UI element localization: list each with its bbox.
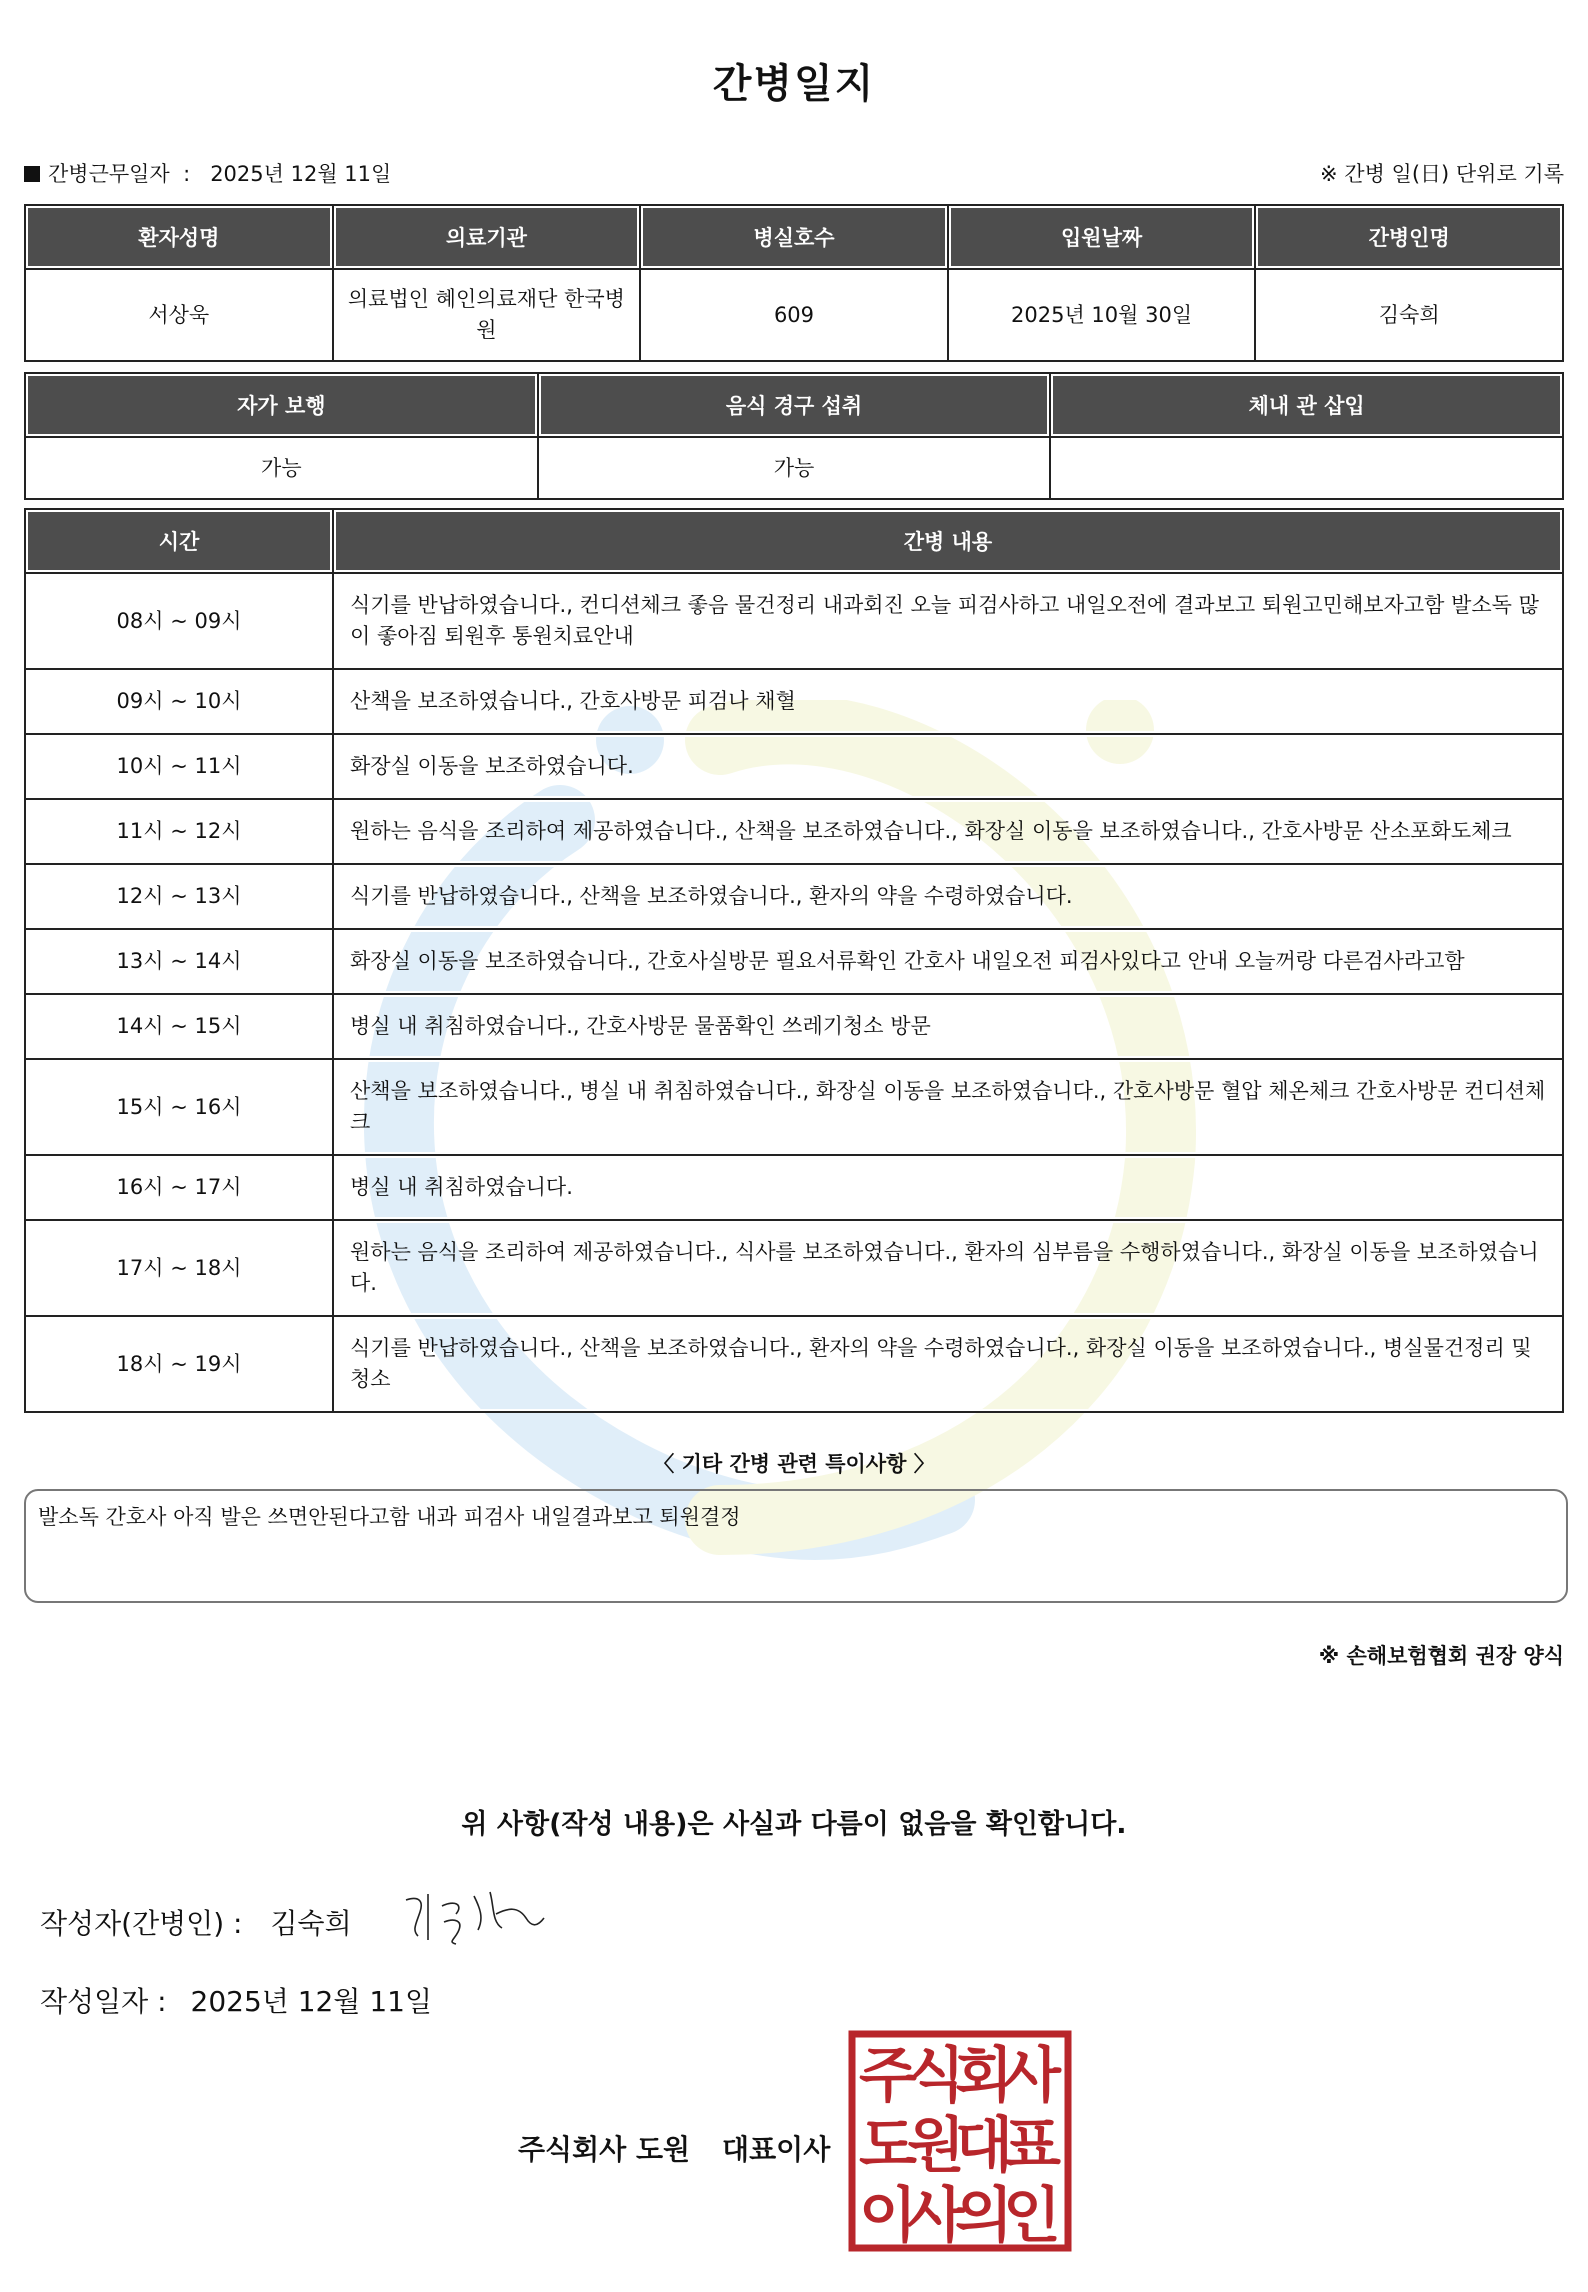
writer-name: 김숙희 <box>270 1907 352 1940</box>
svg-text:의: 의 <box>955 2181 1013 2251</box>
header-caregiver-name: 간병인명 <box>1255 205 1563 269</box>
company-seal <box>848 2030 1072 2252</box>
row-time: 12시 ~ 13시 <box>25 864 333 929</box>
svg-text:주: 주 <box>859 2041 917 2111</box>
handwritten-signature <box>398 1878 548 1958</box>
row-time: 14시 ~ 15시 <box>25 994 333 1059</box>
work-date-label: 간병근무일자 <box>48 162 170 186</box>
notes-title: 〈 기타 간병 관련 특이사항 〉 <box>653 1452 935 1476</box>
room-number: 609 <box>640 269 948 361</box>
row-time: 13시 ~ 14시 <box>25 929 333 994</box>
table-row <box>25 573 1563 669</box>
row-time: 18시 ~ 19시 <box>25 1316 333 1412</box>
svg-text:이: 이 <box>859 2181 917 2251</box>
row-content: 원하는 음식을 조리하여 제공하였습니다., 식사를 보조하였습니다., 환자의 심부름을 수행하였습니다., 화장실 이동을 보조하였습니다. <box>333 1220 1563 1316</box>
header-oral-intake: 음식 경구 섭취 <box>538 373 1051 437</box>
table-row <box>25 994 1563 1059</box>
row-time: 08시 ~ 09시 <box>25 573 333 669</box>
table-row <box>25 734 1563 799</box>
svg-text:사: 사 <box>907 2181 965 2251</box>
row-content: 병실 내 취침하였습니다. <box>333 1155 1563 1220</box>
admission-date: 2025년 10월 30일 <box>948 269 1256 361</box>
page-title: 간병일지 <box>712 61 876 107</box>
row-content: 산책을 보조하였습니다., 간호사방문 피검나 채혈 <box>333 669 1563 734</box>
header-room: 병실호수 <box>640 205 948 269</box>
hospital-name: 의료법인 혜인의료재단 한국병원 <box>333 269 641 361</box>
patient-name: 서상욱 <box>25 269 333 361</box>
square-bullet-icon <box>24 166 40 182</box>
company-title: 대표이사 <box>722 2133 831 2166</box>
caregiver-name: 김숙희 <box>1255 269 1563 361</box>
form-note: ※ 손해보험협회 권장 양식 <box>1318 1644 1564 1668</box>
header-tube-insertion: 체내 관 삽입 <box>1050 373 1563 437</box>
svg-text:대: 대 <box>955 2111 1013 2181</box>
writer-label: 작성자(간병인) : <box>40 1907 243 1940</box>
table-row <box>25 1155 1563 1220</box>
row-time: 09시 ~ 10시 <box>25 669 333 734</box>
header-walking: 자가 보행 <box>25 373 538 437</box>
svg-text:원: 원 <box>907 2111 965 2181</box>
row-content: 식기를 반납하였습니다., 컨디션체크 좋음 물건정리 내과회진 오늘 피검사하고 내일오전에 결과보고 퇴원고민해보자고함 발소독 많이 좋아짐 퇴원후 통원치료안내 <box>333 573 1563 669</box>
header-patient-name: 환자성명 <box>25 205 333 269</box>
header-hospital: 의료기관 <box>333 205 641 269</box>
header-care-content: 간병 내용 <box>333 509 1563 573</box>
table-row <box>25 1220 1563 1316</box>
row-content: 화장실 이동을 보조하였습니다. <box>333 734 1563 799</box>
svg-text:사: 사 <box>1003 2041 1061 2111</box>
svg-text:인: 인 <box>1003 2181 1061 2251</box>
table-row <box>25 669 1563 734</box>
company-name: 주식회사 도원 <box>518 2133 691 2166</box>
patient-info-table <box>24 204 1564 362</box>
oral-intake-value: 가능 <box>538 437 1051 499</box>
svg-text:회: 회 <box>955 2041 1013 2111</box>
row-time: 11시 ~ 12시 <box>25 799 333 864</box>
header-admission-date: 입원날짜 <box>948 205 1256 269</box>
patient-status-table <box>24 372 1564 500</box>
writer-line <box>40 1902 352 1942</box>
work-date-value: 2025년 12월 11일 <box>210 162 392 186</box>
write-date-value: 2025년 12월 11일 <box>190 1985 432 2018</box>
table-row <box>25 1059 1563 1155</box>
walking-value: 가능 <box>25 437 538 499</box>
table-row <box>25 864 1563 929</box>
row-content: 식기를 반납하였습니다., 산책을 보조하였습니다., 환자의 약을 수령하였습니다. <box>333 864 1563 929</box>
unit-note: ※ 간병 일(日) 단위로 기록 <box>1320 162 1564 186</box>
row-content: 식기를 반납하였습니다., 산책을 보조하였습니다., 환자의 약을 수령하였습니다., 화장실 이동을 보조하였습니다., 병실물건정리 및 청소 <box>333 1316 1563 1412</box>
row-time: 10시 ~ 11시 <box>25 734 333 799</box>
notes-box: 발소독 간호사 아직 발은 쓰면안된다고함 내과 피검사 내일결과보고 퇴원결정 <box>24 1489 1568 1603</box>
row-time: 17시 ~ 18시 <box>25 1220 333 1316</box>
write-date-label: 작성일자 : <box>40 1985 167 2018</box>
row-time: 15시 ~ 16시 <box>25 1059 333 1155</box>
svg-text:식: 식 <box>907 2041 965 2111</box>
work-date-separator: : <box>183 162 191 186</box>
table-row <box>25 799 1563 864</box>
row-content: 원하는 음식을 조리하여 제공하였습니다., 산책을 보조하였습니다., 화장실 이동을 보조하였습니다., 간호사방문 산소포화도체크 <box>333 799 1563 864</box>
table-row <box>25 929 1563 994</box>
care-log-table <box>24 508 1564 1413</box>
company-line <box>518 2128 830 2168</box>
write-date-line <box>40 1980 432 2020</box>
row-time: 16시 ~ 17시 <box>25 1155 333 1220</box>
table-row <box>25 1316 1563 1412</box>
tube-insertion-value <box>1050 437 1563 499</box>
row-content: 병실 내 취침하였습니다., 간호사방문 물품확인 쓰레기청소 방문 <box>333 994 1563 1059</box>
header-time: 시간 <box>25 509 333 573</box>
row-content: 화장실 이동을 보조하였습니다., 간호사실방문 필요서류확인 간호사 내일오전 피검사있다고 안내 오늘꺼랑 다른검사라고함 <box>333 929 1563 994</box>
confirmation-statement: 위 사항(작성 내용)은 사실과 다름이 없음을 확인합니다. <box>461 1809 1127 1840</box>
svg-text:도: 도 <box>859 2111 917 2181</box>
row-content: 산책을 보조하였습니다., 병실 내 취침하였습니다., 화장실 이동을 보조하였습니다., 간호사방문 혈압 체온체크 간호사방문 컨디션체크 <box>333 1059 1563 1155</box>
svg-text:표: 표 <box>1003 2111 1061 2181</box>
work-date <box>24 158 391 188</box>
